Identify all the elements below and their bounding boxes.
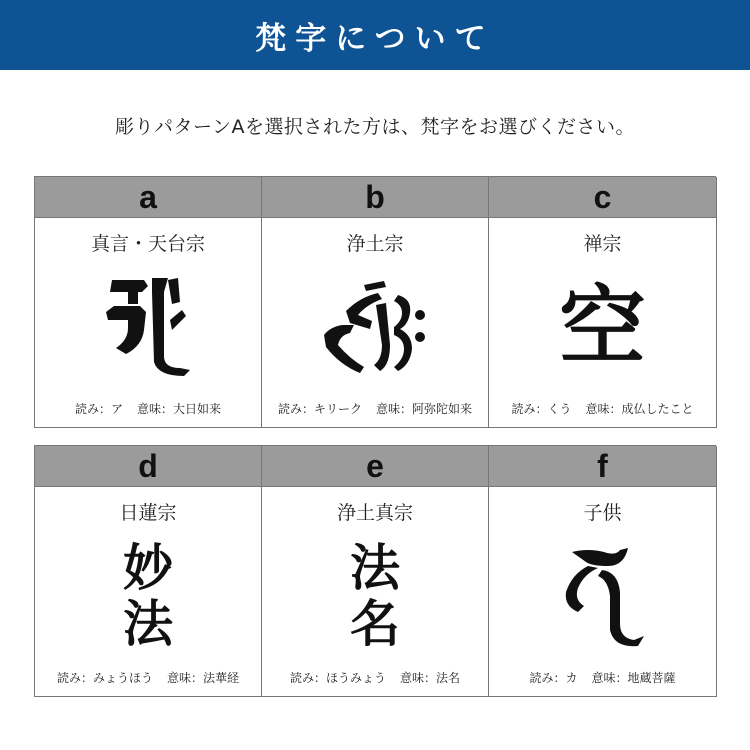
card-letter: b [262, 177, 488, 218]
card-glyph [35, 536, 261, 656]
card-reading: 読み：ア [74, 402, 123, 416]
card-kanji-line: 妙 [123, 538, 173, 597]
card-reading: 読み：ほうみょう [289, 671, 386, 685]
bonji-grid-row-2 [34, 445, 716, 697]
card-glyph [262, 267, 488, 387]
bonji-card-b[interactable] [262, 177, 489, 428]
page-title: 梵字について [255, 20, 495, 57]
card-glyph [489, 536, 716, 656]
card-letter: f [489, 446, 716, 487]
card-reading: 読み：キリーク [277, 402, 362, 416]
card-meaning: 意味：法名 [400, 671, 461, 685]
card-meaning: 意味：大日如来 [137, 402, 222, 416]
card-letter: e [262, 446, 488, 487]
card-kanji: 空 [559, 276, 646, 377]
bonji-card-e[interactable] [262, 446, 489, 697]
card-reading-line [489, 400, 716, 417]
card-reading-line [262, 669, 488, 686]
bonji-grid-row-1 [34, 176, 716, 428]
card-sect: 浄土宗 [346, 233, 404, 255]
card-reading-line [489, 669, 716, 686]
card-sect: 浄土真宗 [336, 502, 413, 524]
card-sect: 子供 [583, 502, 622, 524]
card-meaning: 意味：地蔵菩薩 [591, 671, 676, 685]
card-kanji [123, 540, 173, 652]
intro-text: 彫りパターンAを選択された方は、梵字をお選びください。 [114, 116, 636, 138]
card-meaning: 意味：阿弥陀如来 [376, 402, 473, 416]
sanskrit-a-icon [98, 272, 198, 382]
bonji-card-a[interactable] [35, 177, 262, 428]
card-sect: 真言・天台宗 [90, 233, 205, 255]
card-sect: 日蓮宗 [119, 502, 177, 524]
card-kanji [350, 540, 400, 652]
card-sect: 禅宗 [583, 233, 622, 255]
card-letter: c [489, 177, 716, 218]
card-meaning: 意味：法華経 [167, 671, 240, 685]
card-reading-line [35, 669, 261, 686]
sanskrit-ka-icon [558, 544, 648, 649]
card-reading-line [262, 400, 488, 417]
card-kanji-line: 法 [350, 538, 400, 597]
page-header [0, 0, 750, 70]
card-reading: 読み：カ [529, 671, 578, 685]
card-letter: a [35, 177, 261, 218]
card-reading: 読み：みょうほう [56, 671, 153, 685]
card-letter: d [35, 446, 261, 487]
card-meaning: 意味：成仏したこと [585, 402, 694, 416]
card-reading-line [35, 400, 261, 417]
bonji-card-d[interactable] [35, 446, 262, 697]
card-kanji-line: 名 [350, 594, 400, 653]
sanskrit-hrih-icon [320, 275, 430, 380]
card-glyph [35, 267, 261, 387]
bonji-card-f[interactable] [489, 446, 717, 697]
card-reading: 読み：くう [511, 402, 572, 416]
bonji-card-c[interactable] [489, 177, 717, 428]
card-kanji-line: 法 [123, 594, 173, 653]
card-glyph [489, 267, 716, 387]
card-glyph [262, 536, 488, 656]
